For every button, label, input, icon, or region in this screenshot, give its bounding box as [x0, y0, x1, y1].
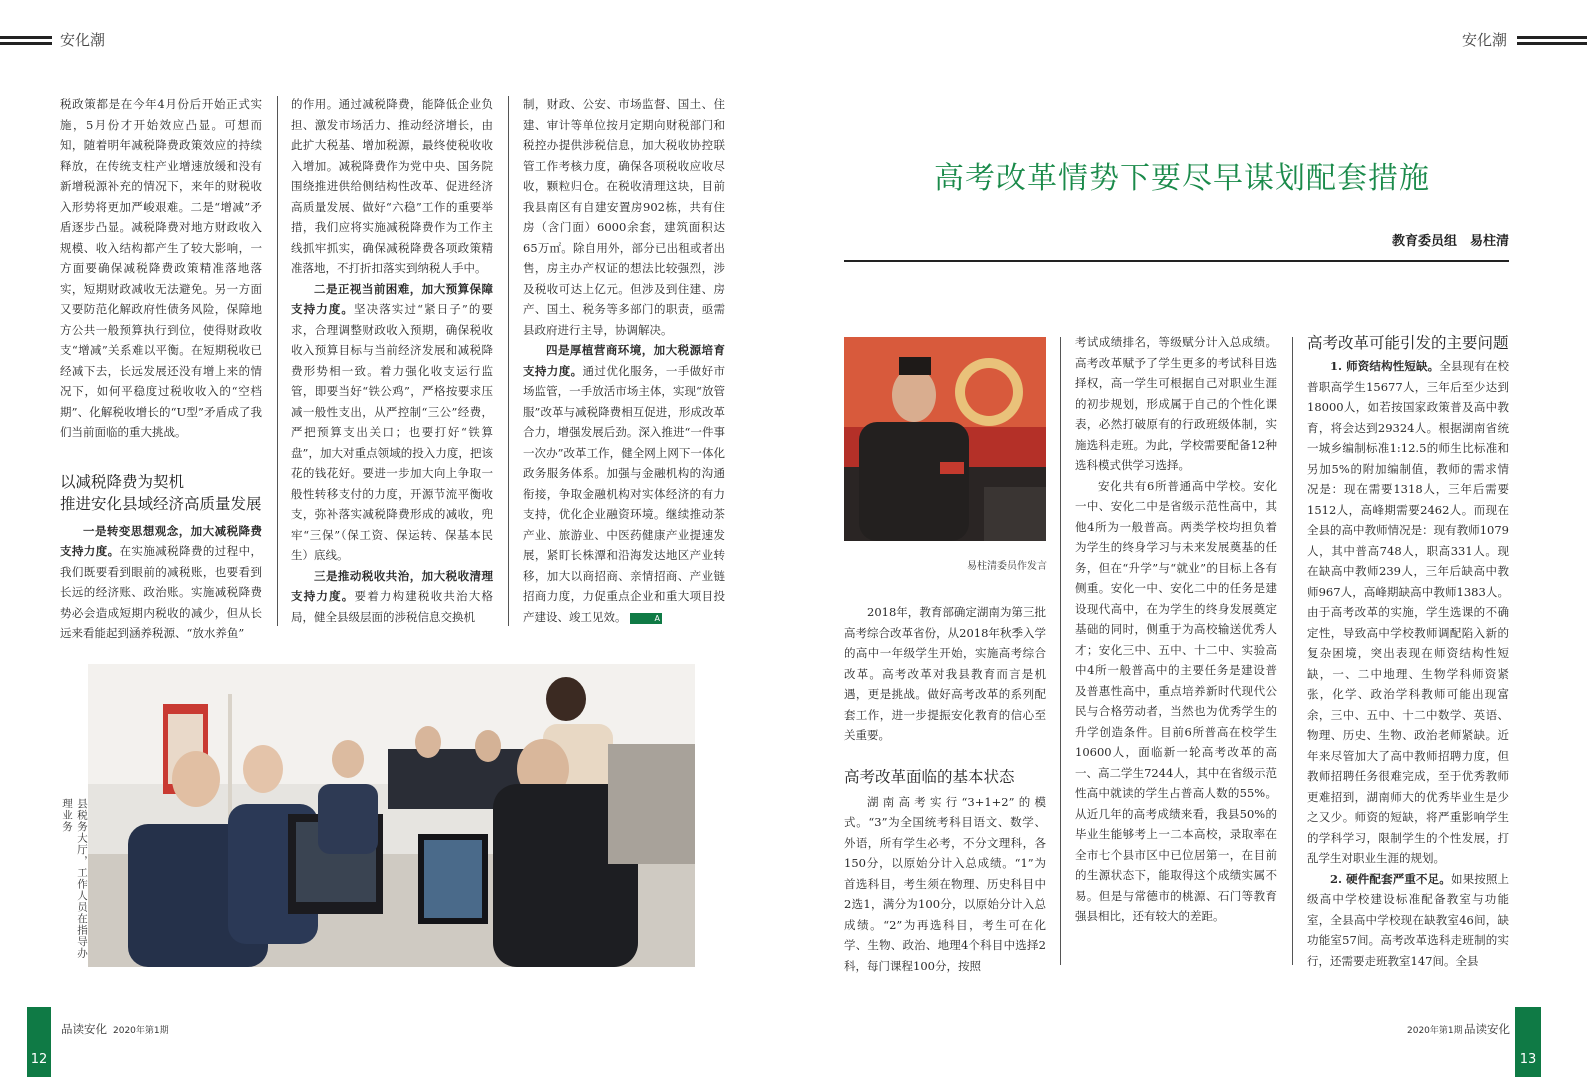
left-col2-para-2-lead: 二是正视当前困难，加大预算保障支持力度。 [291, 281, 493, 316]
left-column-divider-1 [277, 96, 278, 626]
left-col1-para-2-body: 在实施减税降费的过程中，我们既要看到眼前的减税账，也要看到长远的经济账、政治账。实施减税降费势必会造成短期内税收的减少，但从长远来看能起到涵养税源、“放水养鱼” [60, 544, 262, 640]
right-column-1 [844, 602, 1046, 973]
left-column-divider-2 [508, 96, 509, 626]
left-col2-para-1: 的作用。通过减税降费，能降低企业负担、激发市场活力、推动经济增长，由此扩大税基、增加税源，最终使税收收入增加。减税降费作为党中央、国务院围绕推进供给侧结构性改革、促进经济高质量发展、做好“六稳”工作的重要举措，我们应将实施减税降费作为工作主线抓牢抓实，确保减税降费各项政策精准落地，不打折扣落实到纳税人手中。 [291, 97, 493, 275]
right-col2-para-2: 安化共有6所普通高中学校。安化一中、安化二中是省级示范性高中，其他4所为一般普高。两类学校均担负着为学生的终身学习与未来发展奠基的任务，但在“升学”与“就业”的目标上各有侧重。安化一中、安化二中的任务是建设现代高中，在为学生的终身发展奠定基础的同时，侧重于为高校输送优秀人才；安化三中、五中、十二中、实验高中4所一般普高中的主要任务是建设普及普惠性高中，重点培养新时代现代公民与合格劳动者，当然也为优秀学生的升学创造条件。目前6所普高在校学生10600人，面临新一轮高考改革的高一、高二学生7244人，其中在省级示范性高中就读的学生占普高人数的55%。从近几年的高考成绩来看，我县50%的毕业生能够考上一二本高校，录取率在全市七个县市区中已位居第一，在目前的生源状态下，能取得这个成绩实属不易。但是与常德市的桃源、石门等教育强县相比，还有较大的差距。 [1075, 478, 1277, 923]
right-col3-para-1-body: 全县现有在校普职高学生15677人，三年后至少达到18000人，如若按国家政策普及高中教育，将会达到29324人。根据湖南省统一城乡编制标准1:12.5的师生比标准和另加5%的附加编制值，教师的需求情况是：现在需要1318人，三年后需要1512人，高峰期需要2462人。而现在全县的高中教师情况是：现有教师1079人，其中普高748人，职高331人。现在缺高中教师239人，三年后缺高中教师967人，高峰期缺高中教师1383人。由于高考改革的实施，学生选课的不确定性，导致高中学校教师调配陷入新的复杂困境，突出表现在师资结构性短缺，一、二中地理、生物学科师资紧张，化学、政治学科教师可能出现富余，三中、五中、十二中数学、英语、物理、历史、生物、政治老师紧缺。近年来尽管加大了高中教师招聘力度，但教师招聘任务很难完成，至于优秀教师更难招到，湖南师大的优秀毕业生是少之又少。师资的短缺，将严重影响学生的学科学习，限制学生的个性发展，打乱学生对职业生涯的规划。 [1307, 359, 1510, 865]
left-column-2 [291, 94, 493, 634]
header-right-title: 安化潮 [1462, 31, 1508, 49]
left-col3-para-2-lead: 四是厚植营商环境，加大税源培育支持力度。 [523, 343, 725, 378]
right-col2-para-1: 考试成绩排名，等级赋分计入总成绩。高考改革赋予了学生更多的考试科目选择权，高一学生可根据自己对职业生涯的初步规划，形成属于自己的个性化课表，必然打破原有的行政班级体制，实施选科走班。为此，学校需要配备12种选科模式供学习选择。 [1075, 335, 1277, 472]
left-col2-para-3-body: 要着力构建税收共治大格局，健全县级层面的涉税信息交换机 [291, 589, 493, 624]
left-col1-para-2 [60, 521, 262, 644]
left-footer-magazine: 品读安化 [61, 1022, 107, 1036]
right-col1-para-1: 2018年，教育部确定湖南为第三批高考综合改革省份，从2018年秋季入学的高中一年级学生开始，实施高考综合改革。高考改革对我县教育而言是机遇，更是挑战。做好高考改革的系列配套工作，进一步提振安化教育的信心至关重要。 [844, 605, 1046, 742]
left-col2-para-2-body: 坚决落实过“紧日子”的要求，合理调整财政收入预期，确保税收收入预算目标与当前经济发展和减税降费形势相一致。着力强化收支运行监管，即要当好“铁公鸡”，严格按要求压减一般性支出，从严控制“三公”经费，严把预算支出关口；也要打好“铁算盘”，加大对重点领域的投入力度，把该花的钱花好。要进一步加大向上争取一般性转移支付的力度，开源节流平衡收支，弥补落实减税降费形成的减收，兜牢“三保”（保工资、保运转、保基本民生）底线。 [291, 302, 493, 562]
right-column-divider-1 [1060, 337, 1061, 965]
right-column-divider-2 [1292, 337, 1293, 965]
right-footer-magazine: 品读安化 [1464, 1022, 1510, 1036]
right-subheading-1: 高考改革面临的基本状态 [844, 767, 1015, 786]
tax-hall-photo [88, 664, 695, 967]
left-page-number: 12 [27, 1007, 51, 1077]
article-title: 高考改革情势下要尽早谋划配套措施 [934, 161, 1430, 196]
left-col3-para-2 [523, 340, 725, 627]
speaker-photo-image [844, 337, 1046, 541]
speaker-photo [844, 337, 1046, 541]
left-col2-para-3-lead: 三是推动税收共治，加大税收清理支持力度。 [291, 568, 493, 603]
left-col3-para-2-body: 通过优化服务，一手做好市场监管，一手放活市场主体，实现“放管服”改革与减税降费相互促进，形成改革合力，增强发展后劲。深入推进“一件事一次办”改革工作，健全网上网下一体化政务服务体系。加强与金融机构的沟通衔接，争取金融机构对实体经济的有力支持，优化企业融资环境。继续推动茶产业、旅游业、中医药健康产业提速发展，紧盯长株潭和沿海发达地区产业转移，加大以商招商、亲情招商、产业链招商力度，力促重点企业和重大项目投产建设、竣工见效。 [523, 363, 725, 624]
right-col1-para-2: 湖南高考实行“3+1+2”的模式。“3”为全国统考科目语文、数学、外语，所有学生必考，不分文理科，各150分，以原始分计入总成绩。“1”为首选科目，考生须在物理、历史科目中2选1，满分为100分，以原始分计入总成绩。“2”为再选科目，考生可在化学、生物、政治、地理4个科目中选择2科，每门课程100分，按照 [844, 794, 1046, 973]
left-photo-caption: 县税务大厅，工作人员在指导办理业务 [61, 798, 88, 959]
header-left-rule-top [0, 36, 52, 39]
speaker-photo-caption: 易柱清委员作发言 [967, 561, 1047, 572]
left-subheading-1: 以减税降费为契机 [60, 472, 185, 491]
left-col2-para-2 [291, 279, 493, 566]
header-left-rule-bottom [0, 42, 52, 45]
article-byline: 教育委员组 易柱清 [1392, 234, 1510, 249]
header-left-title: 安化潮 [60, 31, 106, 49]
right-column-3 [1307, 332, 1510, 968]
right-column-2 [1075, 332, 1277, 962]
tax-hall-photo-image [88, 664, 695, 967]
left-col1-para-1: 税政策都是在今年4月份后开始正式实施，5月份才开始效应凸显。可想而知，随着明年减税降费政策效应的持续释放，在传统支柱产业增速放缓和没有新增税源补充的情况下，来年的财税收入形势将更加严峻艰难。二是“增减”矛盾逐步凸显。减税降费对地方财政收入规模、收入结构都产生了较大影响，一方面要确保减税降费政策精准落地落实，短期财政减收无法避免。另一方面又要防范化解政府性债务风险，保障地方公共一般预算执行到位，使得财政收支“增减”关系难以平衡。在短期税收已经减下去，长远发展还没有增上来的情况下，如何平稳度过税收收入的“空档期”、化解税收增长的“U型”矛盾成了我们当前面临的重大挑战。 [60, 97, 262, 439]
header-right-rule-top [1517, 36, 1587, 39]
right-subheading-2: 高考改革可能引发的主要问题 [1307, 334, 1509, 352]
title-rule [844, 260, 1509, 262]
right-col3-para-2-body: 如果按照上级高中学校建设标准配备教室与功能室，全县高中学校现在缺教室46间，缺功能室57间。高考改革选科走班制的实行，还需要走班教室147间。全县 [1307, 871, 1510, 968]
end-mark: A [630, 613, 662, 624]
left-col3-para-1: 制，财政、公安、市场监督、国土、住建、审计等单位按月定期向财税部门和税控办提供涉税信息，加大税收协控联管工作考核力度，确保各项税收应收尽收，颗粒归仓。在税收清理这块，目前我县南区有自建安置房902栋，共有住房（含门面）6000余套，建筑面积达65万㎡。除自用外，部分已出租或者出售，房主办产权证的想法比较强烈，涉及税收可达上亿元。但涉及到住建、房产、国土、税务等多部门的职责，亟需县政府进行主导，协调解决。 [523, 97, 725, 337]
right-col3-para-1-lead: 1. 师资结构性短缺。 [1330, 359, 1440, 373]
left-col2-para-3 [291, 566, 493, 628]
left-subheading-2: 推进安化县域经济高质量发展 [60, 494, 262, 513]
header-right-rule-bottom [1517, 42, 1587, 45]
right-page-number: 13 [1515, 1007, 1541, 1077]
right-col3-para-2 [1307, 869, 1509, 972]
left-col1-para-2-lead: 一是转变思想观念，加大减税降费支持力度。 [60, 523, 262, 558]
left-column-1 [60, 94, 262, 640]
left-column-3 [523, 94, 725, 634]
right-col3-para-1 [1307, 356, 1509, 869]
right-col3-para-2-lead: 2. 硬件配套严重不足。 [1330, 871, 1451, 886]
left-footer-issue: 2020年第1期 [113, 1026, 169, 1036]
right-footer-issue: 2020年第1期 [1407, 1026, 1463, 1036]
